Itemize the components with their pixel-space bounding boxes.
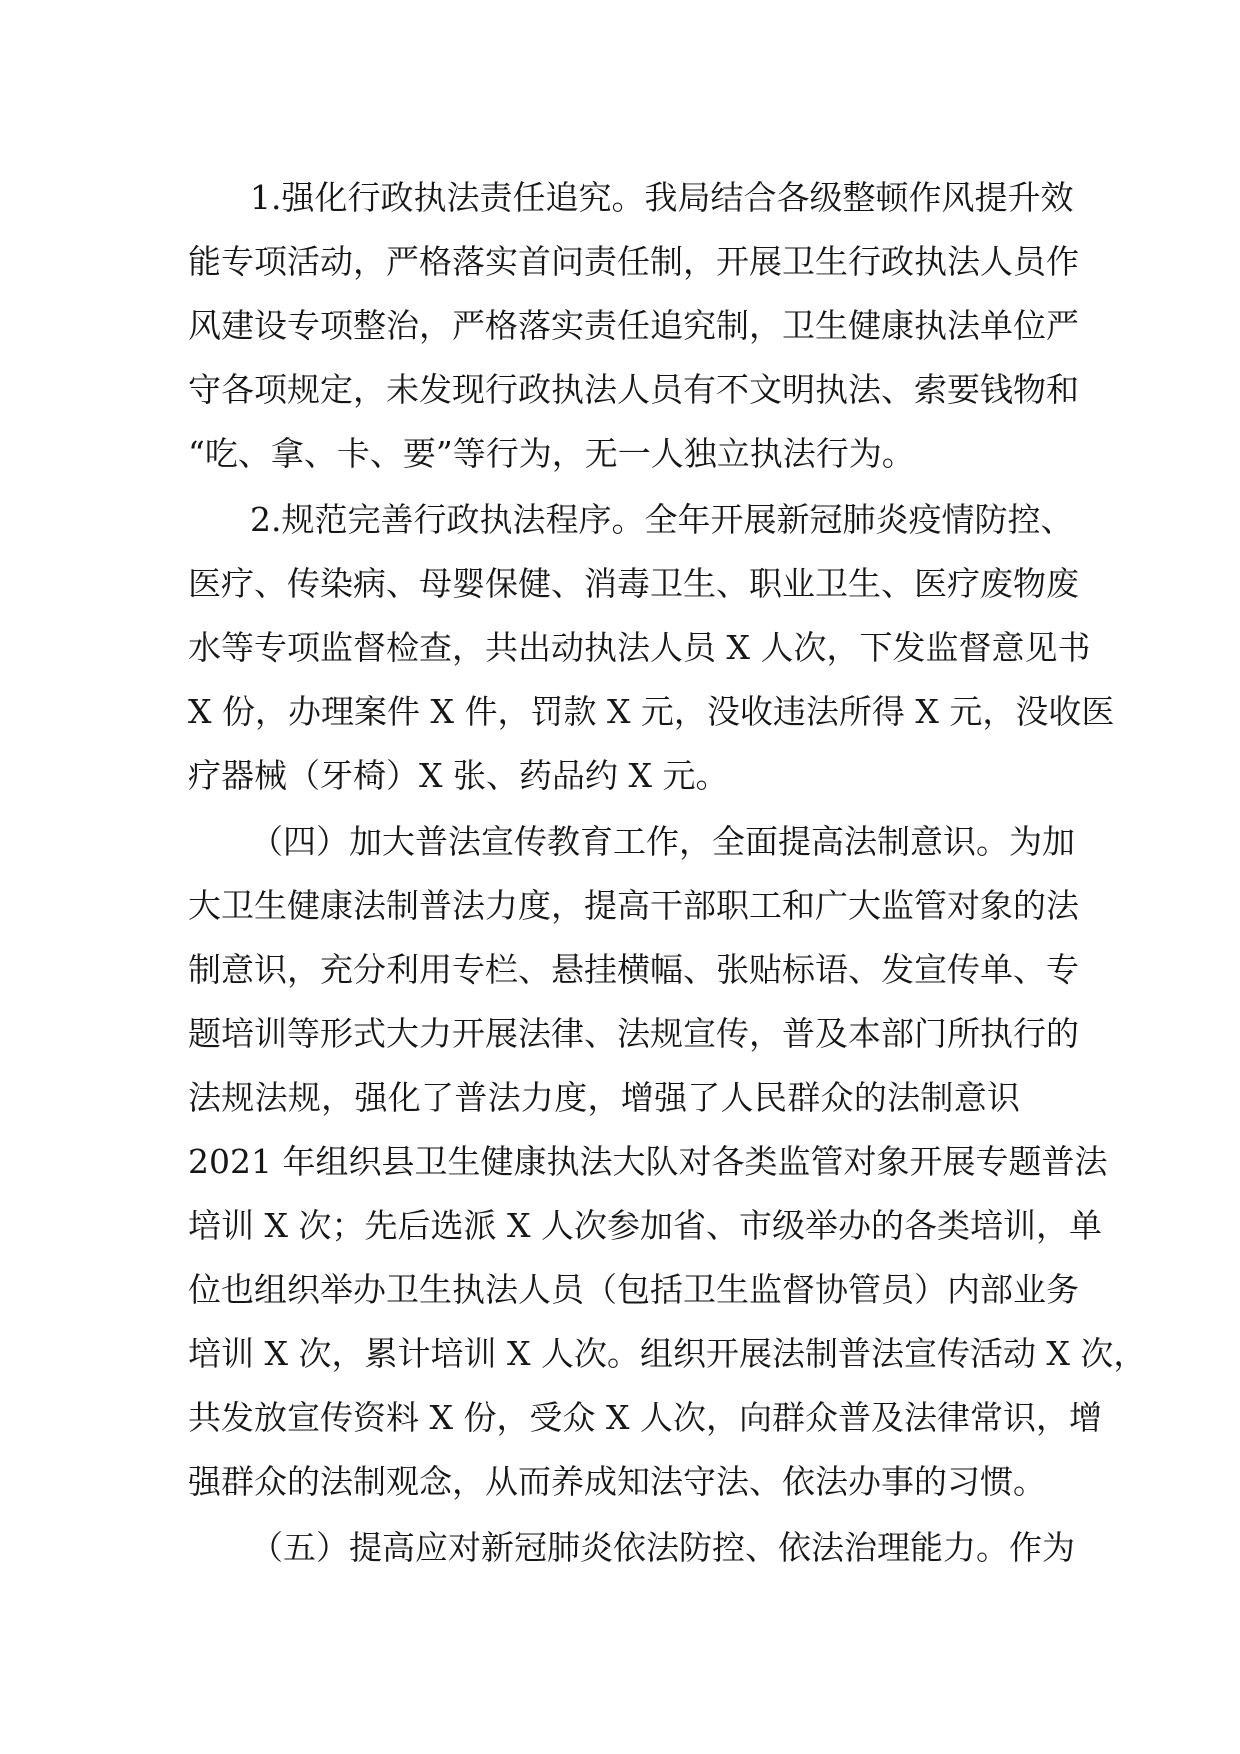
paragraph-line: 疗器械（牙椅）X 张、药品约 X 元。 — [188, 756, 729, 795]
paragraph-line: 题培训等形式大力开展法律、法规宣传，普及本部门所执行的 — [188, 1014, 1079, 1053]
paragraph-line: 能专项活动，严格落实首问责任制，开展卫生行政执法人员作 — [188, 242, 1079, 281]
paragraph-line: （四）加大普法宣传教育工作，全面提高法制意识。为加 — [250, 822, 1075, 861]
paragraph-line: 医疗、传染病、母婴保健、消毒卫生、职业卫生、医疗废物废 — [188, 564, 1079, 603]
paragraph-line: 强群众的法制观念，从而养成知法守法、依法办事的习惯。 — [188, 1462, 1046, 1501]
paragraph-line: 共发放宣传资料 X 份，受众 X 人次，向群众普及法律常识，增 — [188, 1398, 1102, 1437]
paragraph-line: 1.强化行政执法责任追究。我局结合各级整顿作风提升效 — [250, 178, 1074, 217]
paragraph-line: 培训 X 次；先后选派 X 人次参加省、市级举办的各类培训，单 — [188, 1206, 1102, 1245]
paragraph-line: 位也组织举办卫生执法人员（包括卫生监督协管员）内部业务 — [188, 1270, 1079, 1309]
paragraph-line: 2.规范完善行政执法程序。全年开展新冠肺炎疫情防控、 — [250, 500, 1074, 539]
paragraph-line: 制意识，充分利用专栏、悬挂横幅、张贴标语、发宣传单、专 — [188, 950, 1079, 989]
paragraph-line: “吃、拿、卡、要”等行为，无一人独立执法行为。 — [188, 434, 915, 473]
paragraph-line: 法规法规，强化了普法力度，增强了人民群众的法制意识 — [188, 1078, 1020, 1117]
paragraph-line: X 份，办理案件 X 件，罚款 X 元，没收违法所得 X 元，没收医 — [188, 692, 1115, 731]
paragraph-line: 守各项规定，未发现行政执法人员有不文明执法、索要钱物和 — [188, 370, 1079, 409]
paragraph-line: 2021 年组织县卫生健康执法大队对各类监管对象开展专题普法 — [188, 1142, 1108, 1181]
paragraph-line: 大卫生健康法制普法力度，提高干部职工和广大监管对象的法 — [188, 886, 1079, 925]
paragraph-line: 风建设专项整治，严格落实责任追究制，卫生健康执法单位严 — [188, 306, 1079, 345]
paragraph-line: 水等专项监督检查，共出动执法人员 X 人次，下发监督意见书 — [188, 628, 1091, 667]
paragraph-line: （五）提高应对新冠肺炎依法防控、依法治理能力。作为 — [250, 1528, 1075, 1567]
paragraph-line: 培训 X 次，累计培训 X 人次。组织开展法制普法宣传活动 X 次， — [188, 1334, 1147, 1373]
